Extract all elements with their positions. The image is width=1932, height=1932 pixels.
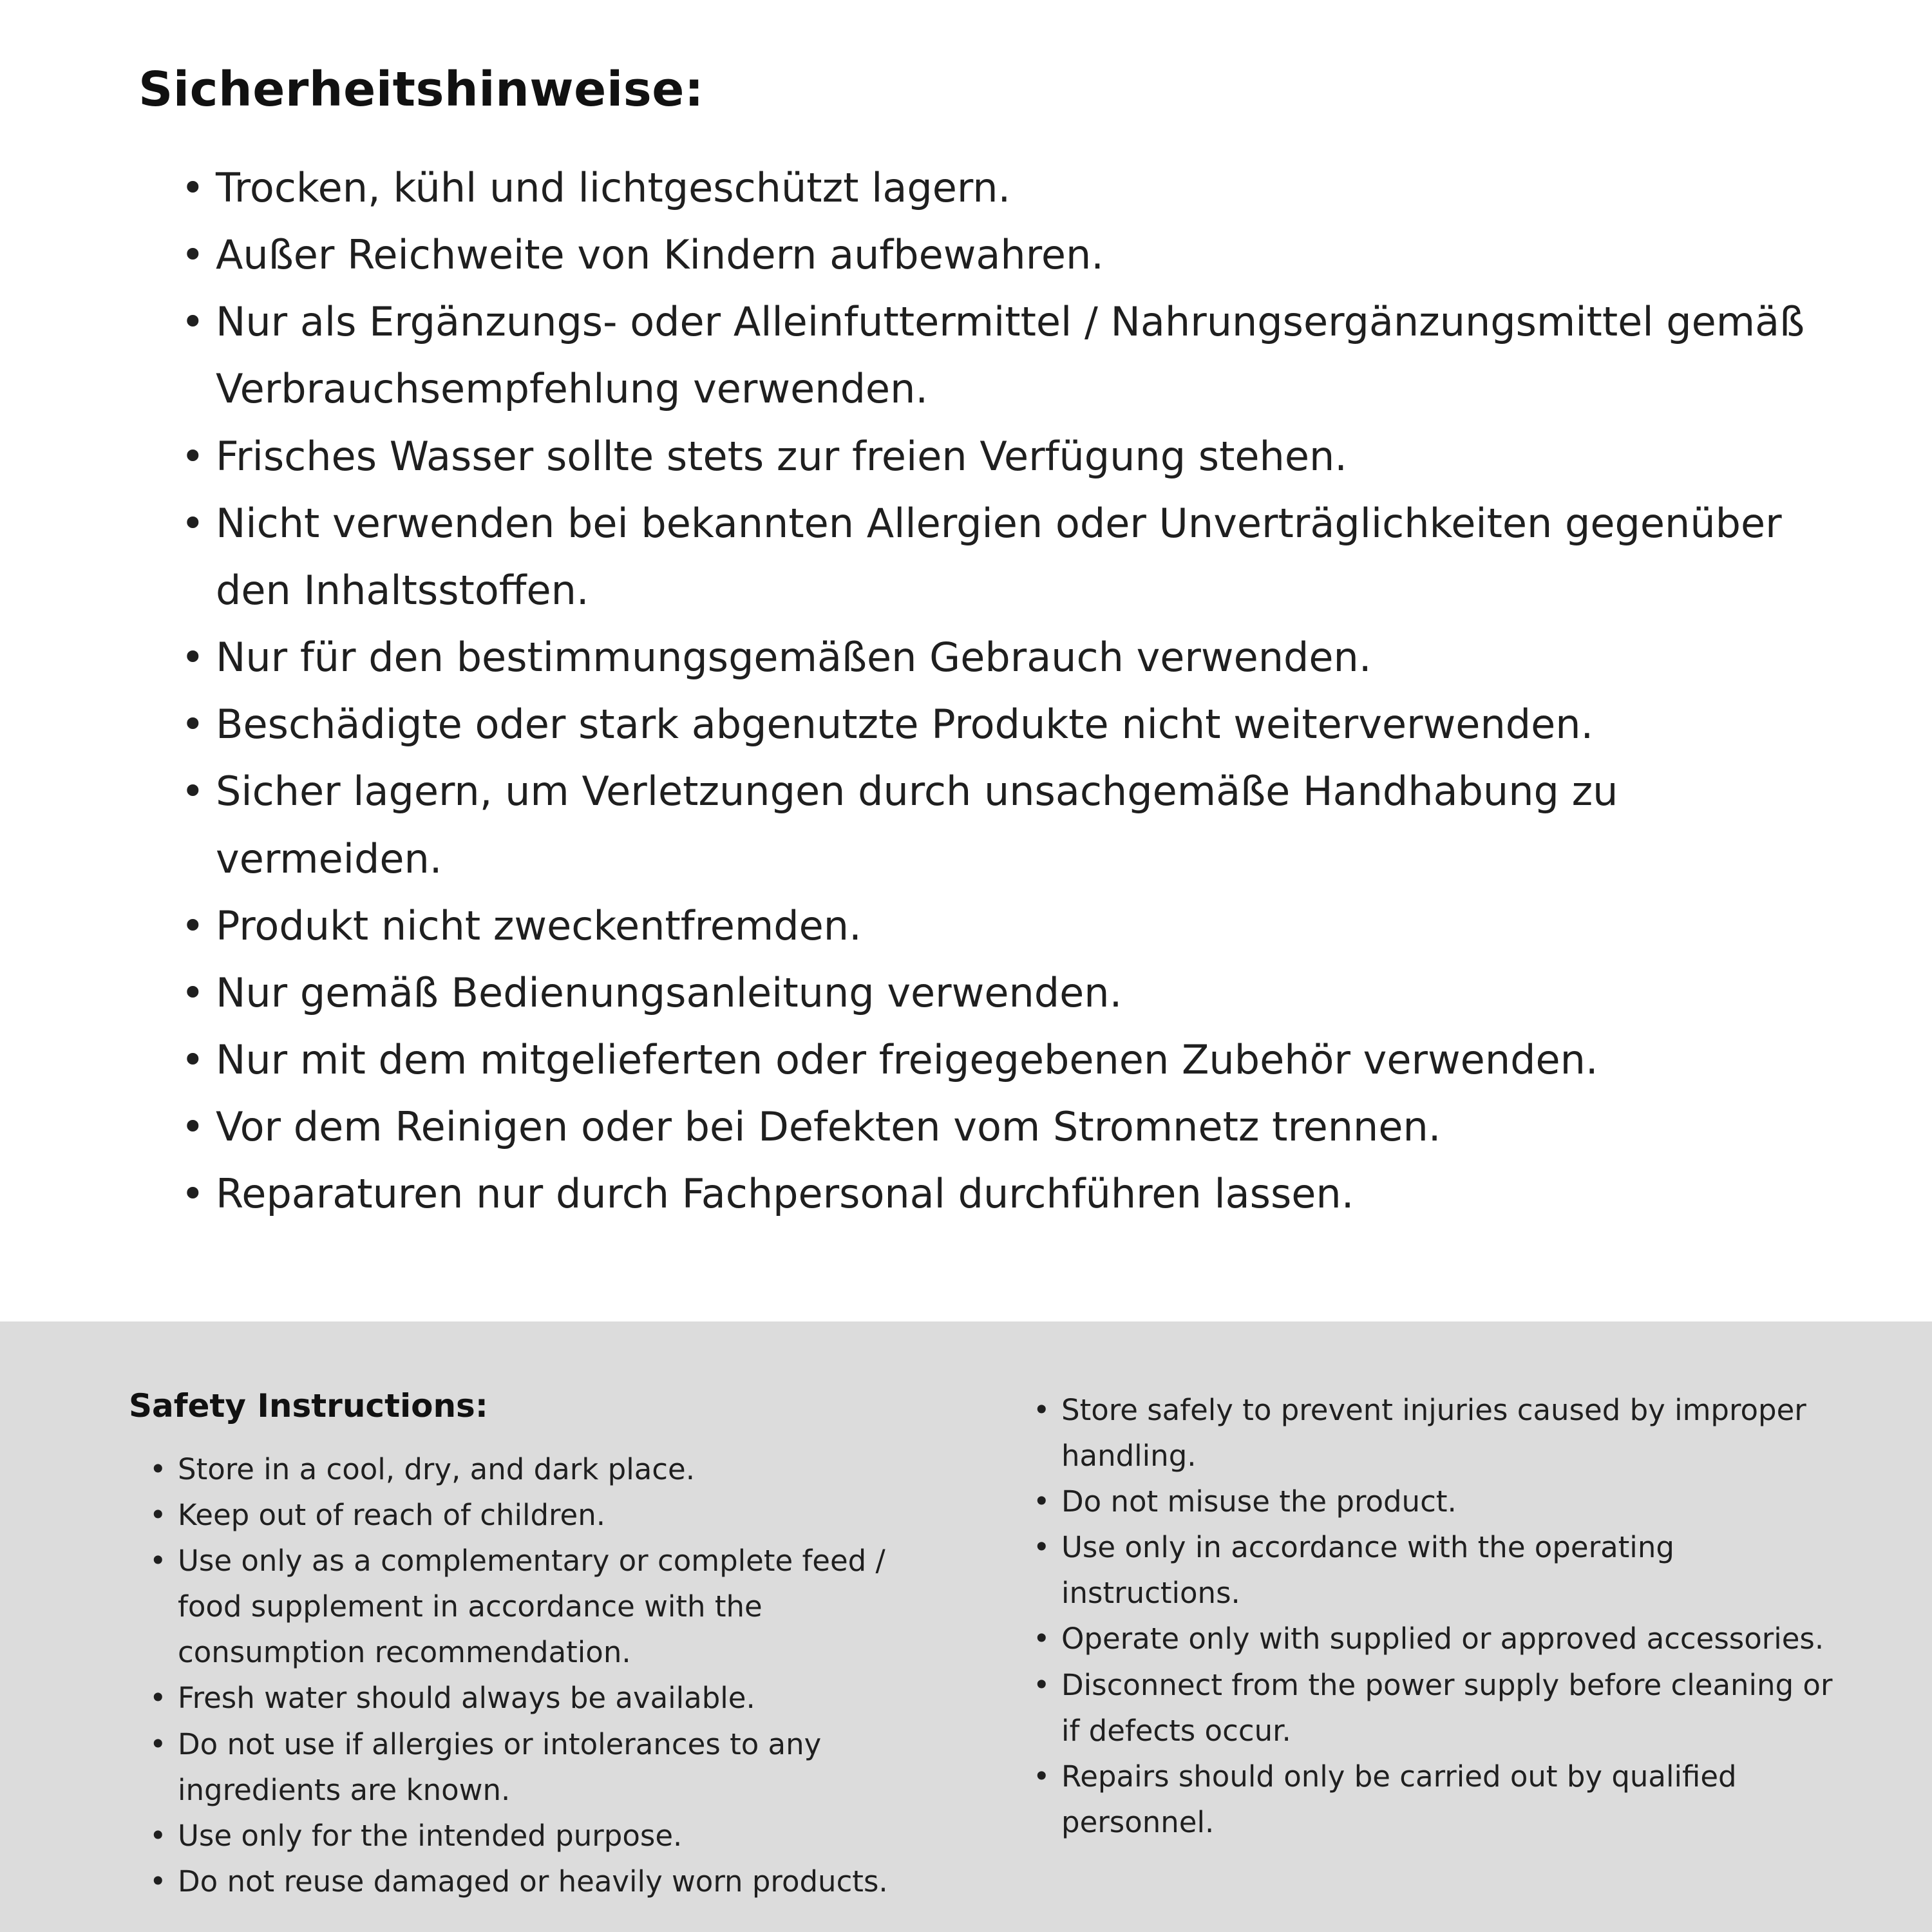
list-item: • Frisches Wasser sollte stets zur freien Verfügung stehen. <box>176 423 1829 490</box>
list-item: • Produkt nicht zweckentfremden. <box>176 893 1829 960</box>
list-item: • Nur für den bestimmungsgemäßen Gebrauch verwenden. <box>176 624 1829 691</box>
list-item: • Disconnect from the power supply before cleaning or if defects occur. <box>1030 1662 1842 1754</box>
german-title: Sicherheitshinweise: <box>138 62 705 117</box>
list-item: • Nur mit dem mitgelieferten oder freigegebenen Zubehör verwenden. <box>176 1027 1829 1094</box>
list-item: • Do not misuse the product. <box>1030 1479 1842 1524</box>
english-left-list <box>147 1446 940 1904</box>
list-item: • Store safely to prevent injuries caused by improper handling. <box>1030 1387 1842 1479</box>
list-item: • Operate only with supplied or approved accessories. <box>1030 1616 1842 1662</box>
list-item: • Do not reuse damaged or heavily worn products. <box>147 1859 940 1904</box>
german-safety-list <box>176 155 1829 1228</box>
list-item: • Außer Reichweite von Kindern aufbewahren. <box>176 222 1829 289</box>
list-item: • Reparaturen nur durch Fachpersonal durchführen lassen. <box>176 1160 1829 1227</box>
list-item: • Nur gemäß Bedienungsanleitung verwenden. <box>176 960 1829 1027</box>
english-right-list <box>1030 1387 1842 1845</box>
list-item: • Use only as a complementary or complete feed / food supplement in accordance with the consumption recommendation. <box>147 1538 940 1675</box>
english-title: Safety Instructions: <box>129 1387 488 1425</box>
list-item: • Repairs should only be carried out by qualified personnel. <box>1030 1754 1842 1845</box>
list-item: • Do not use if allergies or intolerances to any ingredients are known. <box>147 1721 940 1813</box>
list-item: • Beschädigte oder stark abgenutzte Produkte nicht weiterverwenden. <box>176 691 1829 758</box>
list-item: • Store in a cool, dry, and dark place. <box>147 1446 940 1492</box>
english-section <box>0 1321 1932 1932</box>
list-item: • Use only in accordance with the operating instructions. <box>1030 1524 1842 1616</box>
list-item: • Sicher lagern, um Verletzungen durch unsachgemäße Handhabung zu vermeiden. <box>176 758 1829 892</box>
list-item: • Nur als Ergänzungs- oder Alleinfuttermittel / Nahrungsergänzungsmittel gemäß Verbrauchsempfehlung verwenden. <box>176 289 1829 422</box>
list-item: • Nicht verwenden bei bekannten Allergien oder Unverträglichkeiten gegenüber den Inhaltsstoffen. <box>176 490 1829 624</box>
list-item: • Keep out of reach of children. <box>147 1492 940 1538</box>
list-item: • Fresh water should always be available. <box>147 1675 940 1721</box>
english-left-column <box>129 1387 940 1932</box>
list-item: • Trocken, kühl und lichtgeschützt lagern. <box>176 155 1829 222</box>
english-right-column <box>1030 1387 1842 1932</box>
list-item: • Use only for the intended purpose. <box>147 1813 940 1859</box>
list-item: • Vor dem Reinigen oder bei Defekten vom Stromnetz trennen. <box>176 1094 1829 1160</box>
